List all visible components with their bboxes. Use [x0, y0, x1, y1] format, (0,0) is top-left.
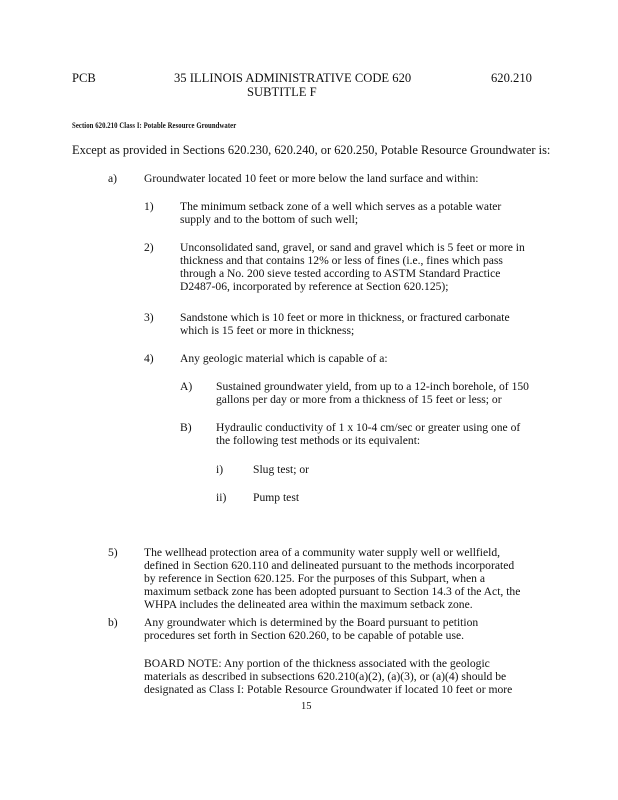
item-b-text [144, 616, 478, 642]
item-b-label: b) [108, 616, 118, 629]
item-2-line: Unconsolidated sand, gravel, or sand and gravel which is 5 feet or more in [180, 241, 525, 254]
item-2-line: thickness and that contains 12% or less of fines (i.e., fines which pass [180, 254, 503, 267]
item-1-line: The minimum setback zone of a well which serves as a potable water [180, 200, 502, 213]
item-4b-line: the following test methods or its equivalent: [216, 434, 421, 447]
item-4a-text [216, 380, 529, 406]
method-i-line: Slug test; or [253, 463, 310, 476]
board-note [144, 657, 512, 696]
item-2-line: through a No. 200 sieve tested according to ASTM Standard Practice [180, 267, 501, 280]
item-5-line: WHPA includes the delineated area within the maximum setback zone. [144, 598, 473, 611]
item-4b-text [216, 421, 520, 447]
item-4b-line: Hydraulic conductivity of 1 x 10-4 cm/sec or greater using one of [216, 421, 521, 434]
item-3-label: 3) [144, 311, 154, 324]
item-1-line: supply and to the bottom of such well; [180, 213, 359, 226]
item-5-line: The wellhead protection area of a community water supply well or wellfield, [144, 546, 501, 559]
method-i-text [253, 463, 309, 476]
item-1-label: 1) [144, 200, 154, 213]
item-3-text [180, 311, 510, 337]
item-4b-label: B) [180, 421, 192, 434]
header-center-line1: 35 ILLINOIS ADMINISTRATIVE CODE 620 [174, 71, 412, 85]
item-4a-line: gallons per day or more from a thickness of 15 feet or less; or [216, 393, 502, 406]
item-b-line: Any groundwater which is determined by the Board pursuant to petition [144, 616, 479, 629]
item-2-line: D2487-06, incorporated by reference at Section 620.125); [180, 280, 449, 293]
item-1-text [180, 200, 501, 226]
method-i-label: i) [216, 463, 224, 476]
item-3-line: which is 15 feet or more in thickness; [180, 324, 355, 337]
item-4-line: Any geologic material which is capable of a: [180, 352, 388, 365]
item-5-text [144, 546, 520, 611]
board-note-line: designated as Class I: Potable Resource Groundwater if located 10 feet or more [144, 683, 513, 696]
board-note-line: materials as described in subsections 620.210(a)(2), (a)(3), or (a)(4) should be [144, 670, 507, 683]
method-ii-label: ii) [216, 491, 227, 504]
header-left: PCB [72, 71, 96, 85]
item-a-line: Groundwater located 10 feet or more below the land surface and within: [144, 172, 479, 185]
item-4a-label: A) [180, 380, 193, 393]
item-2-label: 2) [144, 241, 154, 254]
item-a-text [144, 172, 479, 185]
item-2-text [180, 241, 525, 293]
header-center-line2: SUBTITLE F [247, 85, 317, 99]
item-5-line: defined in Section 620.110 and delineated pursuant to the methods incorporated [144, 559, 515, 572]
method-ii-line: Pump test [253, 491, 300, 504]
item-a-label: a) [108, 172, 118, 185]
item-5-label: 5) [108, 546, 118, 559]
item-4-text [180, 352, 388, 365]
intro-text: Except as provided in Sections 620.230, 620.240, or 620.250, Potable Resource Groundwater is: [72, 143, 551, 157]
item-3-line: Sandstone which is 10 feet or more in thickness, or fractured carbonate [180, 311, 510, 324]
page-number: 15 [301, 701, 312, 712]
item-b-line: procedures set forth in Section 620.260, to be capable of potable use. [144, 629, 465, 642]
section-title: Section 620.210 Class I: Potable Resource Groundwater [72, 121, 237, 130]
item-4a-line: Sustained groundwater yield, from up to a 12-inch borehole, of 150 [216, 380, 529, 393]
method-ii-text [253, 491, 299, 504]
item-5-line: by reference in Section 620.125. For the purposes of this Subpart, when a [144, 572, 485, 585]
item-4-label: 4) [144, 352, 154, 365]
header-right: 620.210 [491, 71, 532, 85]
item-5-line: maximum setback zone has been adopted pursuant to Section 14.3 of the Act, the [144, 585, 521, 598]
board-note-line: BOARD NOTE: Any portion of the thickness associated with the geologic [144, 657, 490, 670]
